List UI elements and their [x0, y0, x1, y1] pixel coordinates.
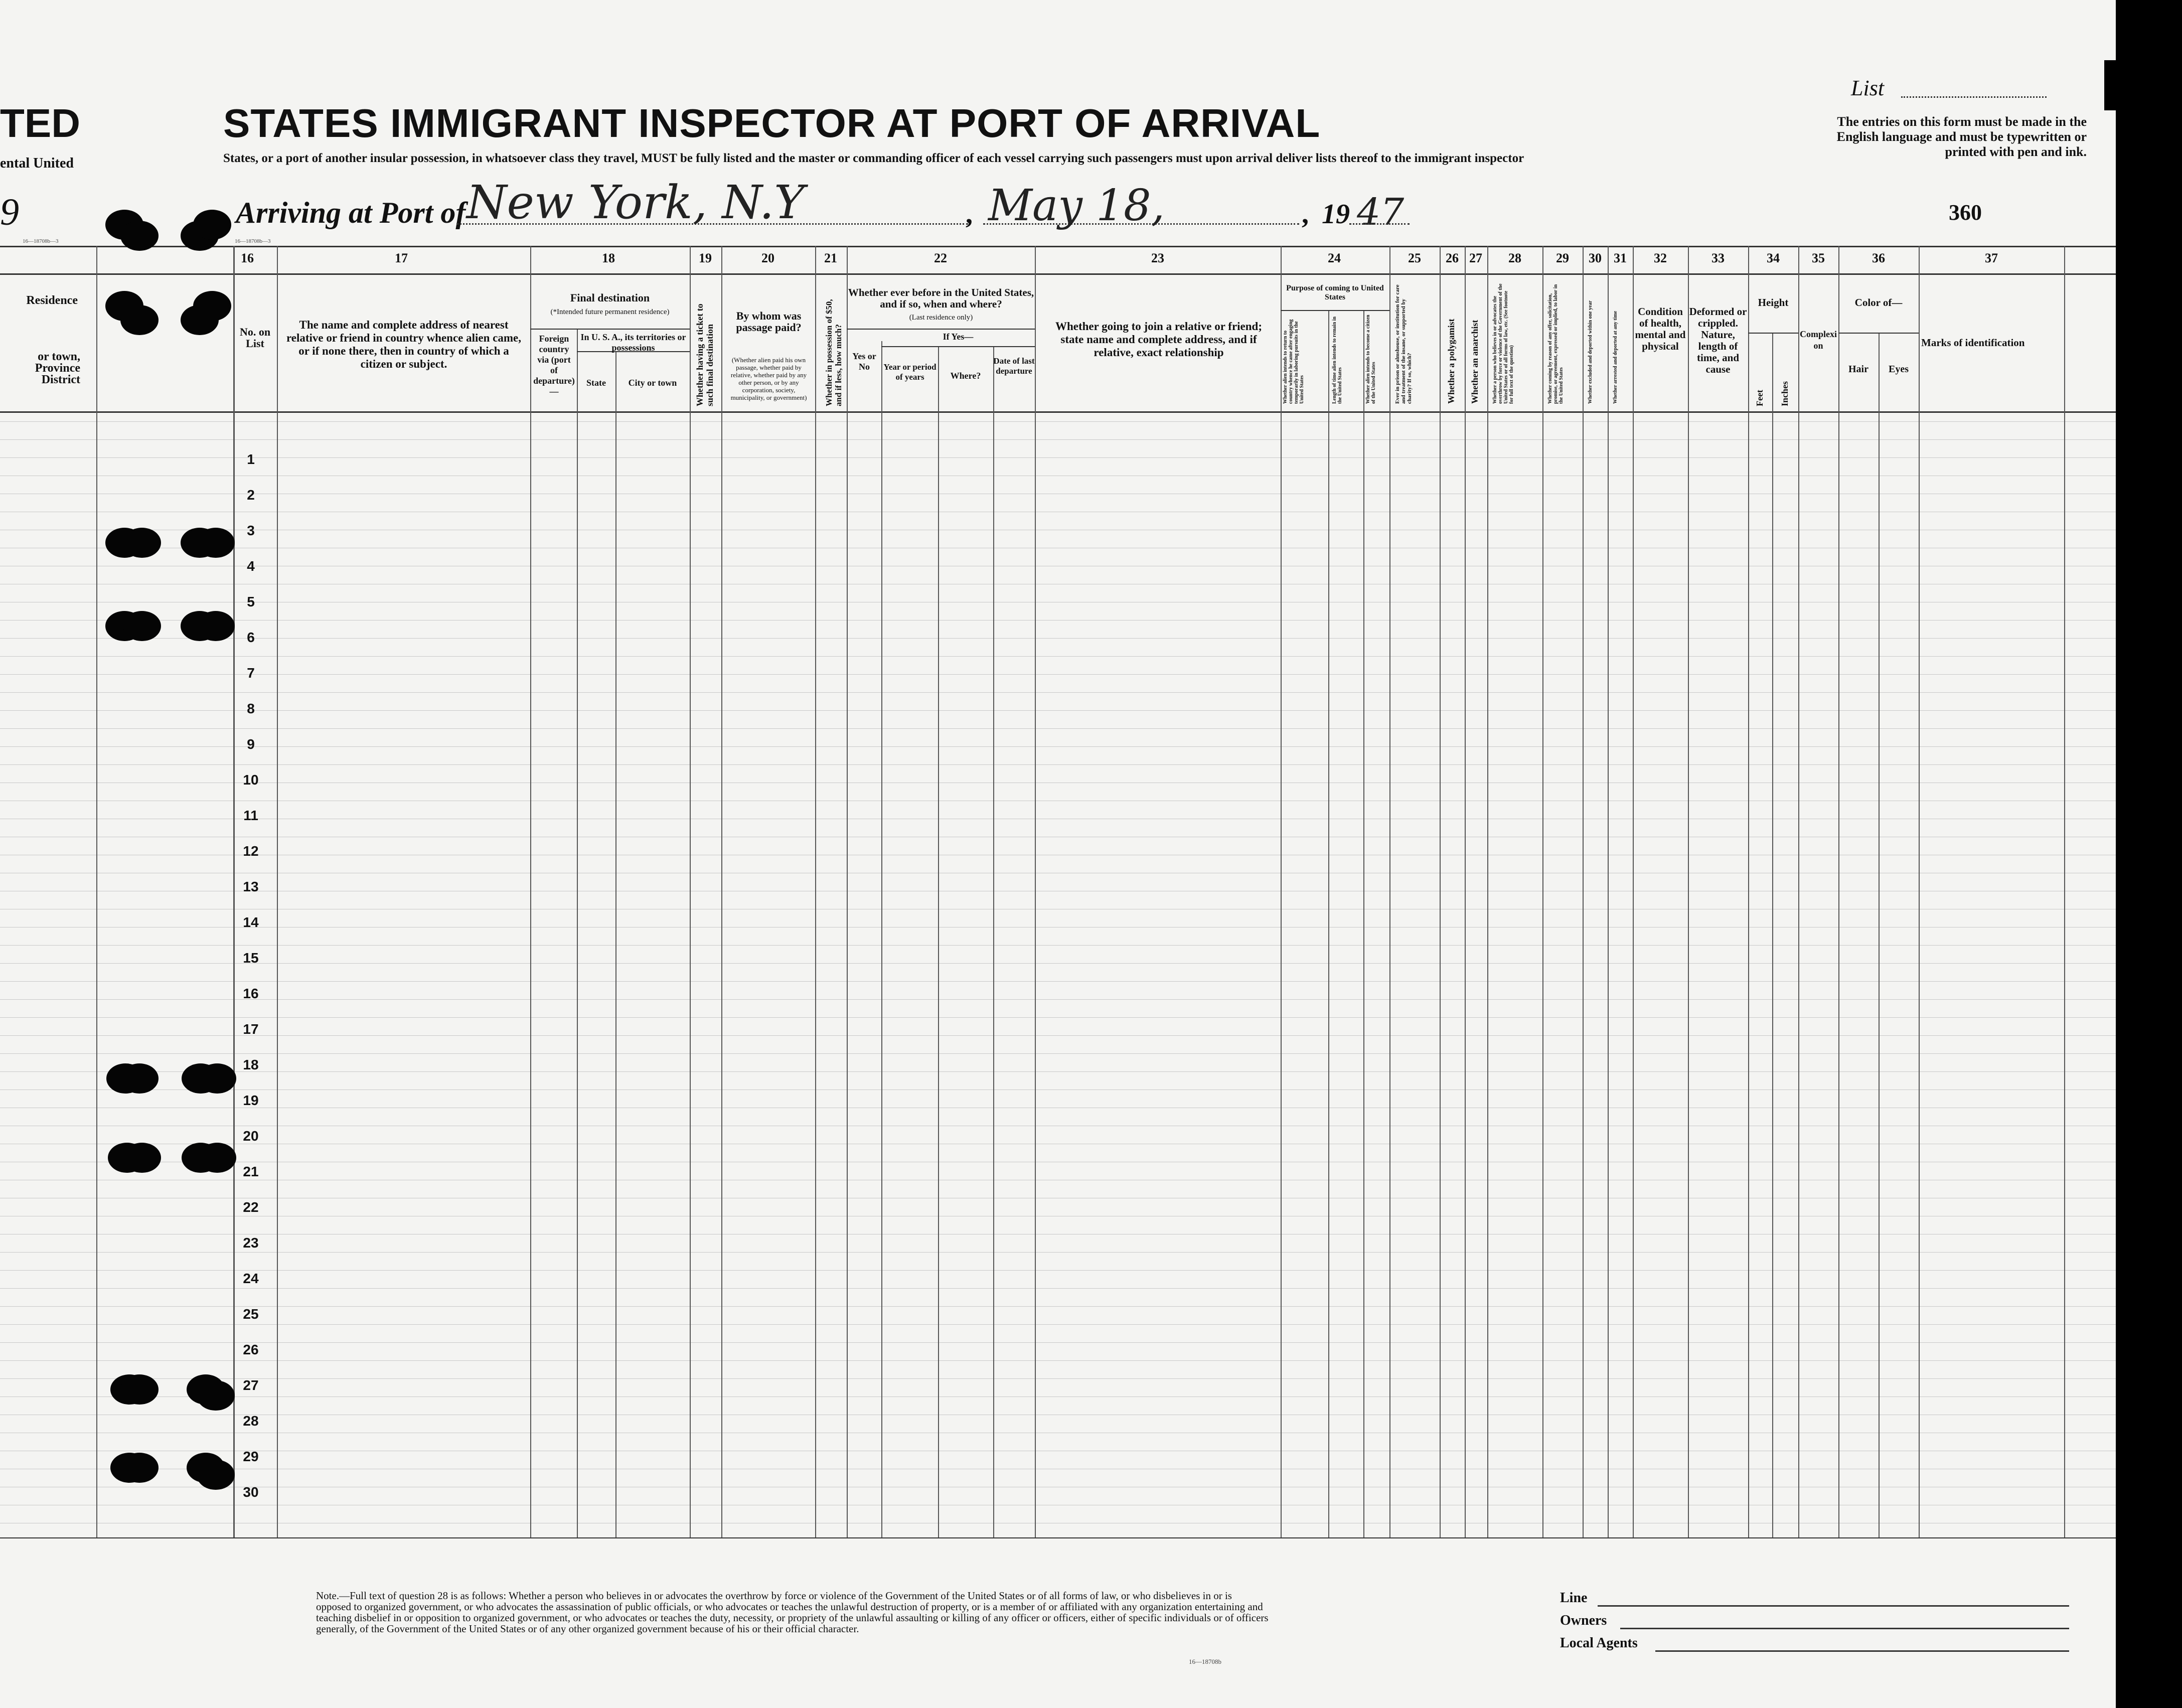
left-fragment-subtitle: ental United	[0, 156, 74, 171]
row-number: 7	[247, 665, 255, 681]
hdr-complexion: Complexion	[1800, 329, 1837, 351]
col-divider	[615, 351, 616, 1537]
col-number: 24	[1328, 251, 1341, 265]
row-number: 2	[247, 487, 255, 503]
row-number: 14	[243, 914, 259, 930]
hdr-residence: Residence	[26, 294, 78, 307]
hdr-polygamist: Whether a polygamist	[1446, 319, 1456, 404]
hdr-arrested: Whether arrested and deported at any time	[1613, 310, 1618, 404]
col-divider	[938, 346, 939, 1537]
col-number: 37	[1985, 251, 1998, 265]
form-title: STATES IMMIGRANT INSPECTOR AT PORT OF ARRIVAL	[223, 101, 1321, 145]
col-divider	[721, 246, 722, 1537]
col-number: 18	[602, 251, 615, 265]
row-number: 17	[243, 1021, 259, 1037]
binder-hole	[123, 1143, 161, 1173]
row-number: 12	[243, 843, 259, 859]
col-divider	[1389, 246, 1390, 1537]
row-number: 29	[243, 1449, 259, 1464]
col-divider	[1688, 246, 1689, 1537]
hdr-passage-paid: By whom was passage paid?	[736, 309, 802, 334]
col-divider	[1772, 334, 1773, 1537]
hdr-overthrow: Whether a person who believes in or advocates the overthrow by force or violence of the Government of the United States or of all forms of law, etc. (See footnote for full text of the question)	[1492, 283, 1514, 404]
scan-edge-mark	[2104, 60, 2116, 110]
language-notice: The entries on this form must be made in the English language and must be typewritten or printed with pen and ink.	[1836, 114, 2087, 159]
form-code-left: 16—18708b—3	[23, 238, 59, 244]
row-number: 19	[243, 1093, 259, 1108]
hdr-hair: Hair	[1848, 364, 1868, 375]
col-divider	[847, 246, 848, 1537]
hdr-height: Height	[1758, 296, 1789, 308]
row-number: 5	[247, 594, 255, 609]
comma-separator-2: ,	[1302, 199, 1309, 230]
col-number: 28	[1508, 251, 1521, 265]
comma-separator: ,	[966, 199, 973, 230]
row-number: 16	[243, 986, 259, 1001]
binder-hole	[193, 210, 231, 240]
col-number: 22	[934, 251, 947, 265]
year-field-line	[1349, 223, 1410, 225]
col-number: 16	[241, 251, 254, 265]
hdr-nearest-relative: The name and complete address of nearest relative or friend in country whence alien came, or if none there, then in country of which a citizen or subject.	[286, 319, 521, 370]
col-number: 27	[1469, 251, 1482, 265]
binder-hole	[197, 528, 235, 558]
hdr-purpose-citizen: Whether alien intends to become a citizen of the United States	[1365, 315, 1376, 404]
table-bottom-rule	[0, 1537, 2116, 1538]
footer-form-code: 16—18708b	[1189, 1658, 1221, 1665]
col-divider	[1328, 311, 1329, 1537]
row-number: 22	[243, 1199, 259, 1215]
col-divider	[1798, 246, 1799, 1537]
row-number: 27	[243, 1377, 259, 1393]
col-number: 33	[1711, 251, 1725, 265]
row-number: 1	[247, 451, 255, 467]
row-number: 23	[243, 1235, 259, 1251]
col-divider	[815, 246, 816, 1537]
col-divider	[1542, 246, 1543, 1537]
hdr-passage-paid-sub: (Whether alien paid his own passage, whether paid by relative, whether paid by any other person, or by any corporation, society, municipality, or government)	[730, 356, 807, 401]
hdr-prison: Ever in prison or almshouse, or institution for care and treatment of the insane, or supported by charity? If so, which?	[1394, 284, 1413, 404]
binder-hole	[123, 528, 161, 558]
hdr-final-destination: Final destination	[570, 291, 650, 304]
left-fragment-title: TED	[0, 101, 80, 145]
row-number: 9	[247, 736, 255, 752]
hdr-ever-before: Whether ever before in the United States, and if so, when and where?	[848, 286, 1034, 310]
col-divider	[96, 246, 97, 1537]
binder-hole	[198, 1143, 236, 1173]
col-divider	[2064, 246, 2065, 1537]
hdr-date-departure: Date of last departure	[993, 356, 1035, 376]
date-handwritten: May 18,	[988, 181, 1165, 231]
row-number: 3	[247, 523, 255, 538]
row-number: 11	[243, 808, 258, 823]
col-divider	[1838, 246, 1839, 1537]
hdr-ever-before-sub: (Last residence only)	[909, 314, 973, 322]
col-divider	[530, 246, 531, 1537]
hdr-excluded: Whether excluded and deported within one year	[1588, 300, 1593, 404]
col-number: 29	[1556, 251, 1569, 265]
hdr-feet: Feet	[1755, 390, 1765, 406]
hdr-purpose-return: Whether alien intends to return to country whence he came after engaging temporarily in laboring pursuits in the United States	[1283, 319, 1305, 404]
row-number: 6	[247, 630, 255, 645]
binder-hole	[123, 611, 161, 641]
col-divider	[881, 341, 882, 1537]
line-field-line	[1598, 1605, 2069, 1607]
col-number: 32	[1654, 251, 1667, 265]
port-handwritten: New York, N.Y	[466, 176, 805, 229]
col-number: 34	[1767, 251, 1780, 265]
hdr-ticket: Whether having a ticket to such final destination	[695, 303, 715, 406]
row-number: 18	[243, 1057, 259, 1072]
subhead-rule	[1281, 310, 1389, 311]
agents-field-line	[1655, 1650, 2069, 1652]
hdr-foreign-country: Foreign country via (port of departure)—	[533, 334, 575, 396]
hdr-purpose-length: Length of time alien intends to remain in the United States	[1332, 317, 1343, 404]
hdr-offer-labor: Whether coming by reason of any offer, solicitation, promise, or agreement, expressed or implied, to labor in the United States	[1547, 284, 1564, 404]
subhead-rule	[881, 346, 1035, 347]
hdr-state: State	[586, 378, 606, 388]
hdr-join-relative: Whether going to join a relative or friend; state name and complete address, and if relative, exact relationship	[1055, 320, 1263, 359]
col-divider	[1035, 246, 1036, 1537]
row-number: 28	[243, 1413, 259, 1429]
col-number: 35	[1812, 251, 1825, 265]
year-prefix: 19	[1322, 199, 1350, 230]
form-subtitle: States, or a port of another insular possession, in whatsoever class they travel, MUST be fully listed and the master or commanding officer of each vessel carrying such passengers must upon arrival deliver lists thereof to the immigrant inspector	[223, 151, 1524, 165]
subhead-rule	[530, 329, 690, 330]
row-number: 20	[243, 1128, 259, 1144]
owners-label: Owners	[1560, 1613, 1607, 1628]
hdr-if-yes: If Yes—	[943, 332, 974, 342]
hdr-deformed: Deformed or crippled. Nature, length of time, and cause	[1689, 305, 1747, 375]
hdr-fifty-dollars: Whether in possession of $50, and if less, how much?	[824, 299, 843, 406]
col-divider	[1919, 246, 1920, 1537]
binder-hole	[120, 1374, 159, 1405]
hdr-inches: Inches	[1780, 381, 1790, 406]
col-divider	[1487, 246, 1488, 1537]
row-number: 21	[243, 1164, 259, 1179]
col-divider	[1633, 246, 1634, 1537]
col-divider	[277, 246, 278, 1537]
hdr-anarchist: Whether an anarchist	[1470, 320, 1480, 404]
binder-hole	[193, 291, 231, 321]
col-divider	[1281, 246, 1282, 1537]
col-number: 26	[1446, 251, 1459, 265]
hdr-marks-identification: Marks of identification	[1921, 337, 2025, 349]
col-divider	[1608, 246, 1609, 1537]
binder-hole	[197, 1460, 235, 1490]
hdr-where: Where?	[950, 371, 981, 381]
col-divider	[1748, 246, 1749, 1537]
col-number: 19	[699, 251, 712, 265]
row-number: 24	[243, 1271, 259, 1286]
subhead-rule	[1838, 333, 1919, 334]
col-divider	[1879, 334, 1880, 1537]
hdr-color-of: Color of—	[1854, 296, 1903, 308]
binder-hole	[197, 1380, 235, 1411]
row-number: 26	[243, 1342, 259, 1357]
binder-hole	[197, 611, 235, 641]
hdr-no-on-list: No. on List	[239, 326, 271, 350]
hdr-city: City or town	[628, 378, 677, 388]
binder-hole	[120, 305, 159, 335]
row-number: 13	[243, 879, 259, 894]
left-fragment-number: 9	[0, 191, 19, 233]
col-number: 23	[1151, 251, 1164, 265]
row-number: 10	[243, 772, 259, 788]
col-divider	[1363, 311, 1364, 1537]
binder-hole	[120, 1063, 159, 1094]
row-number: 25	[243, 1306, 259, 1322]
subhead-rule	[847, 329, 1035, 330]
row-number: 4	[247, 558, 255, 574]
col-number: 21	[824, 251, 837, 265]
row-number: 15	[243, 950, 259, 966]
col-divider	[1583, 246, 1584, 1537]
hdr-purpose: Purpose of coming to United States	[1286, 284, 1384, 301]
binder-hole	[198, 1063, 236, 1094]
arriving-label: Arriving at Port of	[236, 196, 466, 229]
row-number: 8	[247, 701, 255, 716]
col-divider	[1465, 246, 1466, 1537]
footnote-question-28: Note.—Full text of question 28 is as follows: Whether a person who believes in or advocates the overthrow by force or violence of the Government of the United States or of all forms of law, or who disbelieves in or is opposed to organized government, or who advocates the assassination of public officials, or who advocates or teaches the unlawful destruction of property, or is a member of or affiliated with any organization entertaining and teaching disbelief in or opposition to organized government, or who advocates or teaches the duty, necessity, or propriety of the unlawful assaulting or killing of any officer or officers, either of specific individuals or of officers generally, of the Government of the United States or of any other organized government because of his or their official character.	[316, 1590, 1269, 1635]
binder-hole	[120, 1453, 159, 1483]
col-divider	[993, 346, 994, 1537]
line-label: Line	[1560, 1590, 1588, 1606]
hdr-yes-no: Yes or No	[852, 351, 876, 372]
list-field-line	[1901, 96, 2047, 98]
form-code-mid: 16—18708b—3	[235, 238, 271, 244]
owners-field-line	[1620, 1628, 2069, 1629]
page-number: 360	[1949, 200, 1982, 225]
row-number: 30	[243, 1484, 259, 1500]
hdr-health: Condition of health, mental and physical	[1635, 305, 1686, 352]
hdr-final-destination-sub: (*Intended future permanent residence)	[550, 308, 670, 316]
col-number: 36	[1872, 251, 1885, 265]
hdr-years: Year or period of years	[883, 362, 937, 382]
list-label: List	[1851, 76, 1885, 100]
subhead-rule	[1748, 333, 1798, 334]
col-number: 31	[1614, 251, 1627, 265]
col-divider	[1440, 246, 1441, 1537]
hdr-residence-detail: or town, Province District	[35, 350, 80, 386]
col-number: 25	[1408, 251, 1421, 265]
col-number: 20	[761, 251, 774, 265]
year-handwritten: 47	[1357, 191, 1405, 234]
binder-hole	[120, 221, 159, 251]
hdr-eyes: Eyes	[1889, 364, 1909, 375]
col-divider	[577, 329, 578, 1537]
col-number: 30	[1589, 251, 1602, 265]
col-number: 17	[395, 251, 408, 265]
col-divider	[690, 246, 691, 1537]
hdr-usa: In U. S. A., its territories or possessions	[580, 332, 686, 353]
local-agents-label: Local Agents	[1560, 1635, 1638, 1651]
